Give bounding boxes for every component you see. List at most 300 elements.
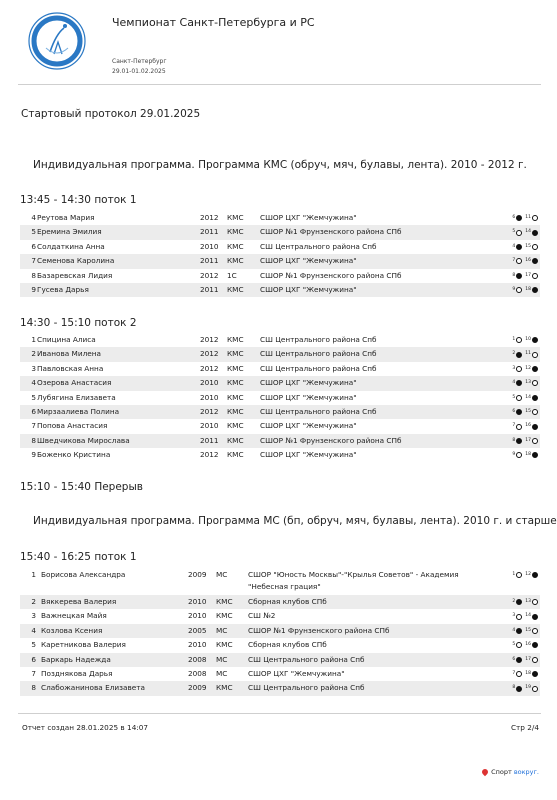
table-row xyxy=(20,434,540,448)
rotation-slots xyxy=(509,362,538,376)
athlete-name: Реутова Мария xyxy=(37,213,95,222)
slot-number: 7 xyxy=(512,258,516,264)
apparatus-marker-icon xyxy=(532,409,538,415)
apparatus-marker-icon xyxy=(516,657,522,663)
sport-rank: КМС xyxy=(216,683,233,693)
club-name: СШОР ЦХГ "Жемчужина" xyxy=(260,284,357,294)
start-number: 6 xyxy=(31,241,36,251)
birth-year: 2008 xyxy=(188,668,207,678)
club-name: СШ №2 xyxy=(248,611,276,621)
slot-number: 14 xyxy=(525,613,531,619)
sport-rank: КМС xyxy=(227,392,244,402)
apparatus-marker-icon xyxy=(532,366,538,372)
slot-number: 1 xyxy=(512,572,516,577)
club-name: СШ Центрального района Спб xyxy=(260,241,377,251)
slot-number: 6 xyxy=(512,408,516,414)
athlete-name: Попова Анастасия xyxy=(37,421,108,431)
club-name: СШ Центрального района Спб xyxy=(260,406,377,416)
rotation-slots xyxy=(509,638,538,652)
rotation-slot xyxy=(512,211,522,225)
apparatus-marker-icon xyxy=(532,614,538,620)
birth-year: 2012 xyxy=(200,213,219,222)
birth-year: 2010 xyxy=(200,392,219,402)
apparatus-marker-icon xyxy=(532,438,538,444)
flow-label: 14:30 - 15:10 поток 2 xyxy=(20,317,137,329)
slot-number: 8 xyxy=(512,685,516,691)
break-label: 15:10 - 15:40 Перерыв xyxy=(20,481,143,493)
apparatus-marker-icon xyxy=(516,409,522,415)
table-row xyxy=(20,240,540,254)
rotation-slot xyxy=(525,609,538,623)
rotation-slots xyxy=(509,347,538,361)
rotation-slot xyxy=(525,283,538,297)
athlete-name: Базаревская Лидия xyxy=(37,270,113,280)
slot-number: 2 xyxy=(512,351,516,357)
athlete-name: Лубягина Елизавета xyxy=(37,392,116,402)
start-number: 3 xyxy=(31,363,36,373)
athlete-name: Солдаткина Анна xyxy=(37,241,105,251)
slot-number: 10 xyxy=(525,337,531,342)
table-row xyxy=(20,419,540,433)
slot-number: 11 xyxy=(525,215,531,220)
rotation-slot xyxy=(525,254,538,268)
slot-number: 16 xyxy=(525,642,531,648)
start-number: 5 xyxy=(31,640,36,650)
flow-label: 15:40 - 16:25 поток 1 xyxy=(20,551,137,563)
rotation-slots xyxy=(509,568,538,582)
sport-rank: МС xyxy=(216,654,228,664)
federation-logo-icon xyxy=(28,12,86,70)
athlete-name: Еремина Эмилия xyxy=(37,227,102,237)
report-created: Отчет создан 28.01.2025 в 14:07 xyxy=(22,723,149,732)
slot-number: 3 xyxy=(512,613,516,619)
rotation-slot xyxy=(512,638,522,652)
apparatus-marker-icon xyxy=(516,395,522,401)
club-name: СШ Центрального района Спб xyxy=(260,335,377,344)
start-number: 7 xyxy=(31,668,36,678)
rotation-slot xyxy=(525,595,538,609)
slot-number: 17 xyxy=(525,656,531,662)
sport-rank: 1С xyxy=(227,270,237,280)
start-number: 8 xyxy=(31,435,36,445)
slot-number: 7 xyxy=(512,670,516,676)
birth-year: 2010 xyxy=(200,241,219,251)
slot-number: 3 xyxy=(512,365,516,371)
rotation-slots xyxy=(509,681,538,695)
page-header xyxy=(0,0,557,84)
start-number: 2 xyxy=(31,349,36,359)
athlete-name: Шведчикова Мирослава xyxy=(37,435,130,445)
start-number: 7 xyxy=(31,421,36,431)
header-divider xyxy=(18,84,541,85)
slot-number: 5 xyxy=(512,394,516,400)
slot-number: 14 xyxy=(525,394,531,400)
rotation-slots xyxy=(509,211,538,225)
slot-number: 19 xyxy=(525,685,531,691)
rotation-slot xyxy=(525,211,538,225)
rotation-slot xyxy=(512,419,522,433)
apparatus-marker-icon xyxy=(516,599,522,605)
start-number: 6 xyxy=(31,654,36,664)
slot-number: 12 xyxy=(525,572,531,577)
event-city: Санкт-Петербург xyxy=(112,58,167,65)
rotation-slot xyxy=(512,653,522,667)
sport-rank: КМС xyxy=(227,256,244,266)
slot-number: 6 xyxy=(512,656,516,662)
rotation-slot xyxy=(512,609,522,623)
athlete-name: Озерова Анастасия xyxy=(37,378,112,388)
flow-label: 13:45 - 14:30 поток 1 xyxy=(20,194,137,206)
rotation-slot xyxy=(512,225,522,239)
apparatus-marker-icon xyxy=(532,671,538,677)
rotation-slots xyxy=(509,419,538,433)
slot-number: 17 xyxy=(525,272,531,278)
rotation-slot xyxy=(512,681,522,695)
slot-number: 8 xyxy=(512,272,516,278)
start-number: 9 xyxy=(31,284,36,294)
start-number: 9 xyxy=(31,450,36,460)
club-name: СШОР ЦХГ "Жемчужина" xyxy=(260,392,357,402)
apparatus-marker-icon xyxy=(516,287,522,293)
event-title: Чемпионат Санкт-Петербурга и РС xyxy=(112,16,315,29)
table-row xyxy=(20,362,540,376)
apparatus-marker-icon xyxy=(532,287,538,293)
athlete-name: Важнецкая Майя xyxy=(41,611,107,621)
start-list-table xyxy=(20,211,540,297)
slot-number: 16 xyxy=(525,423,531,429)
birth-year: 2012 xyxy=(200,349,219,359)
birth-year: 2012 xyxy=(200,335,219,344)
start-number: 8 xyxy=(31,270,36,280)
sport-rank: КМС xyxy=(227,450,244,460)
apparatus-marker-icon xyxy=(516,438,522,444)
rotation-slots xyxy=(509,448,538,462)
apparatus-marker-icon xyxy=(516,424,522,430)
apparatus-marker-icon xyxy=(532,642,538,648)
program-title-kms: Индивидуальная программа. Программа КМС (обруч, мяч, булавы, лента). 2010 - 2012 г. xyxy=(33,159,527,171)
rotation-slot xyxy=(525,434,538,448)
apparatus-marker-icon xyxy=(516,452,522,458)
birth-year: 2011 xyxy=(200,284,219,294)
sport-rank: КМС xyxy=(227,421,244,431)
rotation-slots xyxy=(509,609,538,623)
start-number: 8 xyxy=(31,683,36,693)
table-row xyxy=(20,667,540,681)
birth-year: 2010 xyxy=(188,611,207,621)
start-number: 5 xyxy=(31,392,36,402)
slot-number: 18 xyxy=(525,452,531,458)
slot-number: 18 xyxy=(525,286,531,292)
athlete-name: Гусева Дарья xyxy=(37,284,89,294)
table-row xyxy=(20,448,540,462)
sport-rank: КМС xyxy=(227,241,244,251)
athlete-name: Слабожанинова Елизавета xyxy=(41,683,145,693)
rotation-slot xyxy=(525,568,538,582)
club-name: СШ Центрального района Спб xyxy=(260,363,377,373)
apparatus-marker-icon xyxy=(532,230,538,236)
apparatus-marker-icon xyxy=(532,258,538,264)
club-name: СШОР №1 Фрунзенского района СПб xyxy=(260,435,402,445)
table-row xyxy=(20,269,540,283)
table-row xyxy=(20,391,540,405)
apparatus-marker-icon xyxy=(532,424,538,430)
rotation-slot xyxy=(512,347,522,361)
table-row xyxy=(20,347,540,361)
birth-year: 2010 xyxy=(200,421,219,431)
apparatus-marker-icon xyxy=(516,380,522,386)
apparatus-marker-icon xyxy=(516,671,522,677)
slot-number: 18 xyxy=(525,670,531,676)
slot-number: 4 xyxy=(512,627,516,633)
brand-name-accent: вокруг. xyxy=(513,768,539,776)
rotation-slot xyxy=(512,240,522,254)
rotation-slot xyxy=(512,283,522,297)
rotation-slot xyxy=(512,362,522,376)
slot-number: 13 xyxy=(525,599,531,604)
slot-number: 5 xyxy=(512,229,516,235)
rotation-slot xyxy=(512,376,522,390)
start-number: 1 xyxy=(31,335,36,344)
slot-number: 9 xyxy=(512,452,516,458)
table-row xyxy=(20,624,540,638)
table-row xyxy=(20,211,540,225)
apparatus-marker-icon xyxy=(516,686,522,692)
slot-number: 15 xyxy=(525,627,531,633)
slot-number: 8 xyxy=(512,437,516,443)
table-row xyxy=(20,609,540,623)
table-row xyxy=(20,333,540,347)
apparatus-marker-icon xyxy=(532,452,538,458)
apparatus-marker-icon xyxy=(532,395,538,401)
rotation-slot xyxy=(512,333,522,347)
sport-rank: КМС xyxy=(216,611,233,621)
slot-number: 2 xyxy=(512,599,516,604)
apparatus-marker-icon xyxy=(516,352,522,358)
apparatus-marker-icon xyxy=(516,244,522,250)
sport-rank: КМС xyxy=(227,363,244,373)
sport-rank: МС xyxy=(216,625,228,635)
club-name: СШОР ЦХГ "Жемчужина" xyxy=(260,256,357,266)
table-row xyxy=(20,595,540,609)
start-number: 4 xyxy=(31,213,36,222)
sport-rank: КМС xyxy=(227,435,244,445)
rotation-slot xyxy=(525,376,538,390)
rotation-slot xyxy=(525,333,538,347)
birth-year: 2012 xyxy=(200,270,219,280)
apparatus-marker-icon xyxy=(532,273,538,279)
birth-year: 2010 xyxy=(188,597,207,606)
table-row xyxy=(20,283,540,297)
slot-number: 5 xyxy=(512,642,516,648)
slot-number: 4 xyxy=(512,243,516,249)
athlete-name: Позднякова Дарья xyxy=(41,668,113,678)
club-name-continued: "Небесная грация" xyxy=(248,582,321,591)
rotation-slot xyxy=(512,269,522,283)
rotation-slots xyxy=(509,595,538,609)
start-number: 4 xyxy=(31,378,36,388)
table-row xyxy=(20,568,540,595)
club-name: СШ Центрального района Спб xyxy=(260,349,377,359)
table-row xyxy=(20,638,540,652)
start-number: 7 xyxy=(31,256,36,266)
brand-name: Спорт xyxy=(491,768,512,776)
start-number: 5 xyxy=(31,227,36,237)
sport-rank: КМС xyxy=(227,284,244,294)
rotation-slot xyxy=(525,667,538,681)
athlete-name: Семенова Каролина xyxy=(37,256,115,266)
start-list-table xyxy=(20,333,540,463)
club-name: Сборная клубов СПб xyxy=(248,640,327,650)
rotation-slot xyxy=(512,667,522,681)
start-number: 1 xyxy=(31,570,36,579)
birth-year: 2011 xyxy=(200,256,219,266)
table-row xyxy=(20,405,540,419)
apparatus-marker-icon xyxy=(516,258,522,264)
athlete-name: Павловская Анна xyxy=(37,363,104,373)
rotation-slots xyxy=(509,434,538,448)
rotation-slots xyxy=(509,405,538,419)
slot-number: 15 xyxy=(525,243,531,249)
table-row xyxy=(20,376,540,390)
birth-year: 2005 xyxy=(188,625,207,635)
slot-number: 9 xyxy=(512,286,516,292)
slot-number: 17 xyxy=(525,437,531,443)
apparatus-marker-icon xyxy=(516,628,522,634)
slot-number: 11 xyxy=(525,351,531,357)
sport-rank: КМС xyxy=(227,378,244,388)
rotation-slots xyxy=(509,225,538,239)
athlete-name: Вяккерева Валерия xyxy=(41,597,117,606)
athlete-name: Каретникова Валерия xyxy=(41,640,126,650)
rotation-slots xyxy=(509,283,538,297)
sport-rank: КМС xyxy=(216,597,233,606)
athlete-name: Козлова Ксения xyxy=(41,625,103,635)
athlete-name: Мирзаалиева Полина xyxy=(37,406,120,416)
rotation-slot xyxy=(512,405,522,419)
club-name: СШОР №1 Фрунзенского района СПб xyxy=(248,625,390,635)
birth-year: 2010 xyxy=(200,378,219,388)
event-dates: 29.01-01.02.2025 xyxy=(112,68,166,75)
rotation-slot xyxy=(525,391,538,405)
rotation-slot xyxy=(525,362,538,376)
rotation-slots xyxy=(509,653,538,667)
birth-year: 2009 xyxy=(188,683,207,693)
location-pin-icon xyxy=(481,768,489,776)
rotation-slot xyxy=(525,448,538,462)
rotation-slot xyxy=(512,434,522,448)
sport-rank: КМС xyxy=(227,406,244,416)
apparatus-marker-icon xyxy=(516,614,522,620)
apparatus-marker-icon xyxy=(532,352,538,358)
apparatus-marker-icon xyxy=(516,572,522,578)
start-number: 6 xyxy=(31,406,36,416)
apparatus-marker-icon xyxy=(532,599,538,605)
rotation-slot xyxy=(525,240,538,254)
club-name: СШ Центрального района Спб xyxy=(248,654,365,664)
rotation-slot xyxy=(525,624,538,638)
sport-rank: КМС xyxy=(227,335,244,344)
sport-rank: КМС xyxy=(227,349,244,359)
club-name: СШОР ЦХГ "Жемчужина" xyxy=(260,421,357,431)
club-name: СШОР "Юность Москвы"-"Крылья Советов" - Академия xyxy=(248,570,459,579)
athlete-name: Боженко Кристина xyxy=(37,450,111,460)
apparatus-marker-icon xyxy=(532,337,538,343)
protocol-title: Стартовый протокол 29.01.2025 xyxy=(21,108,201,120)
rotation-slot xyxy=(525,405,538,419)
apparatus-marker-icon xyxy=(532,628,538,634)
table-row xyxy=(20,681,540,695)
club-name: СШОР ЦХГ "Жемчужина" xyxy=(260,450,357,460)
slot-number: 14 xyxy=(525,229,531,235)
rotation-slots xyxy=(509,269,538,283)
start-number: 2 xyxy=(31,597,36,606)
birth-year: 2011 xyxy=(200,435,219,445)
rotation-slots xyxy=(509,254,538,268)
slot-number: 13 xyxy=(525,380,531,386)
brand-logo xyxy=(482,768,539,776)
page-number: Стр 2/4 xyxy=(510,723,539,732)
apparatus-marker-icon xyxy=(532,380,538,386)
rotation-slots xyxy=(509,333,538,347)
rotation-slot xyxy=(512,624,522,638)
rotation-slot xyxy=(525,225,538,239)
apparatus-marker-icon xyxy=(516,337,522,343)
apparatus-marker-icon xyxy=(532,657,538,663)
start-number: 4 xyxy=(31,625,36,635)
apparatus-marker-icon xyxy=(516,366,522,372)
slot-number: 6 xyxy=(512,215,516,220)
athlete-name: Спицина Алиса xyxy=(37,335,96,344)
apparatus-marker-icon xyxy=(516,215,522,221)
rotation-slot xyxy=(512,595,522,609)
rotation-slot xyxy=(512,448,522,462)
rotation-slot xyxy=(525,681,538,695)
rotation-slots xyxy=(509,240,538,254)
club-name: СШОР №1 Фрунзенского района СПб xyxy=(260,270,402,280)
rotation-slot xyxy=(512,254,522,268)
rotation-slot xyxy=(525,653,538,667)
rotation-slot xyxy=(512,568,522,582)
rotation-slots xyxy=(509,667,538,681)
birth-year: 2008 xyxy=(188,654,207,664)
birth-year: 2011 xyxy=(200,227,219,237)
club-name: СШОР ЦХГ "Жемчужина" xyxy=(260,378,357,388)
apparatus-marker-icon xyxy=(532,686,538,692)
apparatus-marker-icon xyxy=(516,230,522,236)
sport-rank: МС xyxy=(216,570,228,579)
footer-divider xyxy=(18,713,541,714)
birth-year: 2010 xyxy=(188,640,207,650)
sport-rank: КМС xyxy=(227,227,244,237)
rotation-slots xyxy=(509,624,538,638)
sport-rank: КМС xyxy=(227,213,244,222)
apparatus-marker-icon xyxy=(532,244,538,250)
club-name: СШОР №1 Фрунзенского района СПб xyxy=(260,227,402,237)
rotation-slots xyxy=(509,391,538,405)
apparatus-marker-icon xyxy=(532,215,538,221)
program-title-ms: Индивидуальная программа. Программа МС (бп, обруч, мяч, булавы, лента). 2010 г. и старше xyxy=(33,515,557,527)
birth-year: 2009 xyxy=(188,570,207,579)
sport-rank: КМС xyxy=(216,640,233,650)
slot-number: 12 xyxy=(525,365,531,371)
rotation-slot xyxy=(512,391,522,405)
slot-number: 1 xyxy=(512,337,516,342)
table-row xyxy=(20,254,540,268)
club-name: СШОР ЦХГ "Жемчужина" xyxy=(248,668,345,678)
birth-year: 2012 xyxy=(200,406,219,416)
athlete-name: Иванова Милена xyxy=(37,349,101,359)
table-row xyxy=(20,225,540,239)
